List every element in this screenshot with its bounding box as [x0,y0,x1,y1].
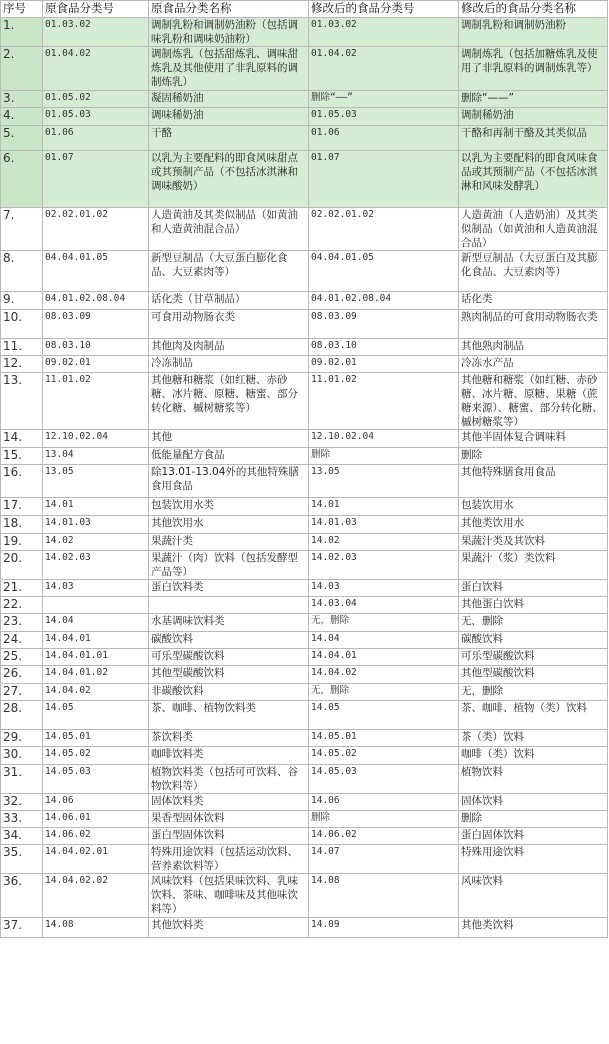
table-row [1,597,608,614]
row-old-name: 人造黄油及其类似制品（如黄油和人造黄油混合品） [149,208,309,251]
row-new-name: 茶（类）饮料 [459,730,608,747]
table-row [1,498,608,516]
row-old-code: 14.05 [43,701,149,730]
row-old-code: 14.01.03 [43,516,149,534]
row-new-code: 14.05.02 [309,747,459,765]
row-new-name: 无，删除 [459,614,608,632]
row-old-code: 01.05.02 [43,91,149,108]
row-new-name: 其他类饮料 [459,918,608,938]
row-seq: 17. [1,498,43,516]
table-row [1,649,608,666]
row-new-name: 调制炼乳（包括加糖炼乳及使用了非乳原料的调制炼乳等） [459,47,608,91]
row-new-name: 新型豆制品（大豆蛋白及其膨化食品、大豆素肉等） [459,251,608,292]
row-new-name: 果蔬汁（浆）类饮料 [459,551,608,580]
row-old-name: 碳酸饮料 [149,632,309,649]
table-row [1,632,608,649]
table-row [1,339,608,356]
row-old-code: 14.04.02.01 [43,845,149,874]
row-old-code: 14.02.03 [43,551,149,580]
row-old-code: 14.05.02 [43,747,149,765]
table-row [1,828,608,845]
row-old-name: 蛋白型固体饮料 [149,828,309,845]
row-seq: 29. [1,730,43,747]
row-seq: 7. [1,208,43,251]
row-old-name: 话化类（甘草制品） [149,292,309,310]
row-old-code: 11.01.02 [43,373,149,430]
row-old-name: 调味稀奶油 [149,108,309,126]
row-new-code: 14.05.01 [309,730,459,747]
row-seq: 28. [1,701,43,730]
table-row [1,47,608,91]
row-new-name: 调制稀奶油 [459,108,608,126]
row-old-name: 其他饮用水 [149,516,309,534]
row-old-name: 除13.01-13.04外的其他特殊膳食用食品 [149,465,309,498]
row-new-code: 14.06.02 [309,828,459,845]
table-row [1,208,608,251]
row-new-code: 14.03.04 [309,597,459,614]
header-new-name: 修改后的食品分类名称 [459,1,608,18]
row-new-code: 删除 [309,811,459,828]
row-old-code: 09.02.01 [43,356,149,373]
row-seq: 32. [1,794,43,811]
row-new-name: 冷冻水产品 [459,356,608,373]
row-new-name: 话化类 [459,292,608,310]
table-row [1,126,608,151]
row-old-code: 01.03.02 [43,18,149,47]
row-old-code: 08.03.09 [43,310,149,339]
row-new-name: 无，删除 [459,684,608,701]
row-old-name: 茶、咖啡、植物饮料类 [149,701,309,730]
row-seq: 34. [1,828,43,845]
row-new-code: 14.05 [309,701,459,730]
row-old-name: 果香型固体饮料 [149,811,309,828]
table-row [1,794,608,811]
row-new-code: 14.05.03 [309,765,459,794]
table-row [1,811,608,828]
table-row [1,18,608,47]
row-seq: 10. [1,310,43,339]
row-old-name: 新型豆制品（大豆蛋白膨化食品、大豆素肉等） [149,251,309,292]
row-new-code: 11.01.02 [309,373,459,430]
row-seq: 23. [1,614,43,632]
row-new-code: 无，删除 [309,614,459,632]
table-row [1,151,608,208]
row-new-code: 08.03.10 [309,339,459,356]
row-old-code: 04.04.01.05 [43,251,149,292]
row-old-name: 可食用动物肠衣类 [149,310,309,339]
row-old-name: 果蔬汁（肉）饮料（包括发酵型产品等） [149,551,309,580]
row-old-code: 14.04.01.01 [43,649,149,666]
row-seq: 2. [1,47,43,91]
row-new-name: 果蔬汁类及其饮料 [459,534,608,551]
table-row [1,448,608,465]
row-old-code: 14.06 [43,794,149,811]
table-row [1,108,608,126]
row-old-code: 14.08 [43,918,149,938]
row-new-code: 12.10.02.04 [309,430,459,448]
row-seq: 8. [1,251,43,292]
table-row [1,310,608,339]
table-body [1,18,608,938]
row-new-code: 01.03.02 [309,18,459,47]
row-new-name: 蛋白固体饮料 [459,828,608,845]
row-old-name: 干酪 [149,126,309,151]
row-old-name: 调制炼乳（包括甜炼乳、调味甜炼乳及其他使用了非乳原料的调制炼乳） [149,47,309,91]
row-old-name: 其他型碳酸饮料 [149,666,309,684]
header-old-name: 原食品分类名称 [149,1,309,18]
row-seq: 13. [1,373,43,430]
table-row [1,730,608,747]
row-old-code: 14.04.02.02 [43,874,149,918]
row-new-code: 14.02 [309,534,459,551]
row-old-name: 咖啡饮料类 [149,747,309,765]
table-row [1,356,608,373]
row-new-code: 09.02.01 [309,356,459,373]
row-seq: 3. [1,91,43,108]
table-row [1,614,608,632]
row-old-code: 01.05.03 [43,108,149,126]
row-new-code: 08.03.09 [309,310,459,339]
row-seq: 37. [1,918,43,938]
row-old-code: 02.02.01.02 [43,208,149,251]
row-old-code: 14.01 [43,498,149,516]
table-row [1,373,608,430]
row-seq: 1. [1,18,43,47]
row-seq: 6. [1,151,43,208]
row-new-code: 01.04.02 [309,47,459,91]
table-row [1,251,608,292]
row-old-name: 特殊用途饮料（包括运动饮料、营养素饮料等） [149,845,309,874]
row-new-code: 14.01 [309,498,459,516]
row-new-name: 植物饮料 [459,765,608,794]
table-row [1,516,608,534]
table-row [1,918,608,938]
row-seq: 24. [1,632,43,649]
row-new-code: 04.04.01.05 [309,251,459,292]
row-old-code: 13.04 [43,448,149,465]
row-seq: 30. [1,747,43,765]
row-new-name: 风味饮料 [459,874,608,918]
row-new-name: 删除 [459,448,608,465]
row-new-name: 熟肉制品的可食用动物肠衣类 [459,310,608,339]
row-new-code: 删除 [309,448,459,465]
row-old-code: 13.05 [43,465,149,498]
header-new-code: 修改后的食品分类号 [309,1,459,18]
row-new-name: 茶、咖啡、植物（类）饮料 [459,701,608,730]
row-old-code: 14.02 [43,534,149,551]
row-new-code: 14.02.03 [309,551,459,580]
table-row [1,292,608,310]
row-old-name: 水基调味饮料类 [149,614,309,632]
row-seq: 12. [1,356,43,373]
row-seq: 22. [1,597,43,614]
table-row [1,701,608,730]
row-new-name: 删除“——” [459,91,608,108]
row-seq: 36. [1,874,43,918]
row-new-name: 咖啡（类）饮料 [459,747,608,765]
table-row [1,91,608,108]
row-old-code: 14.06.02 [43,828,149,845]
row-old-name: 固体饮料类 [149,794,309,811]
row-seq: 15. [1,448,43,465]
row-seq: 9. [1,292,43,310]
table-row [1,666,608,684]
row-seq: 20. [1,551,43,580]
table-row [1,465,608,498]
row-old-code: 14.04 [43,614,149,632]
row-seq: 14. [1,430,43,448]
row-new-name: 其他糖和糖浆（如红糖、赤砂糖、冰片糖、原糖、果糖（蔗糖来源）、糖蜜、部分转化糖、槭树糖浆等） [459,373,608,430]
row-old-code: 14.03 [43,580,149,597]
row-new-code: 01.06 [309,126,459,151]
row-old-name: 其他饮料类 [149,918,309,938]
row-new-code: 14.06 [309,794,459,811]
row-new-code: 14.01.03 [309,516,459,534]
row-old-name [149,597,309,614]
table-row [1,874,608,918]
row-new-name: 以乳为主要配料的即食风味食品或其预制产品（不包括冰淇淋和风味发酵乳） [459,151,608,208]
row-new-code: 13.05 [309,465,459,498]
row-seq: 5. [1,126,43,151]
row-new-code: 14.08 [309,874,459,918]
row-old-name: 果蔬汁类 [149,534,309,551]
table-row [1,747,608,765]
row-old-name: 蛋白饮料类 [149,580,309,597]
row-new-name: 固体饮料 [459,794,608,811]
table-row [1,765,608,794]
row-new-name: 包装饮用水 [459,498,608,516]
row-new-name: 干酪和再制干酪及其类似品 [459,126,608,151]
row-old-name: 包装饮用水类 [149,498,309,516]
row-new-code: 14.09 [309,918,459,938]
row-old-name: 可乐型碳酸饮料 [149,649,309,666]
table-row [1,430,608,448]
row-old-name: 茶饮料类 [149,730,309,747]
row-seq: 11. [1,339,43,356]
table-row [1,580,608,597]
row-new-code: 14.04.02 [309,666,459,684]
row-new-name: 其他熟肉制品 [459,339,608,356]
row-new-code: 删除“——” [309,91,459,108]
header-seq: 序号 [1,1,43,18]
table-row [1,534,608,551]
row-seq: 19. [1,534,43,551]
row-old-code: 14.05.01 [43,730,149,747]
row-old-code: 08.03.10 [43,339,149,356]
header-old-code: 原食品分类号 [43,1,149,18]
row-old-name: 以乳为主要配料的即食风味甜点或其预制产品（不包括冰淇淋和调味酸奶） [149,151,309,208]
row-new-name: 删除 [459,811,608,828]
table-row [1,551,608,580]
row-seq: 26. [1,666,43,684]
row-new-name: 其他型碳酸饮料 [459,666,608,684]
row-seq: 21. [1,580,43,597]
row-old-name: 低能量配方食品 [149,448,309,465]
row-new-name: 其他蛋白饮料 [459,597,608,614]
row-new-code: 14.03 [309,580,459,597]
table-header-row [1,1,608,18]
row-old-code: 01.06 [43,126,149,151]
row-old-code: 14.04.01 [43,632,149,649]
row-old-name: 其他肉及肉制品 [149,339,309,356]
row-old-name: 其他 [149,430,309,448]
row-old-name: 风味饮料（包括果味饮料、乳味饮料、茶味、咖啡味及其他味饮料等） [149,874,309,918]
row-new-code: 04.01.02.08.04 [309,292,459,310]
row-old-name: 凝固稀奶油 [149,91,309,108]
row-new-code: 14.07 [309,845,459,874]
row-old-name: 非碳酸饮料 [149,684,309,701]
row-seq: 18. [1,516,43,534]
row-old-name: 植物饮料类（包括可可饮料、谷物饮料等） [149,765,309,794]
row-seq: 16. [1,465,43,498]
row-seq: 31. [1,765,43,794]
table-row [1,684,608,701]
row-old-code: 14.04.02 [43,684,149,701]
row-old-code: 14.06.01 [43,811,149,828]
row-new-code: 02.02.01.02 [309,208,459,251]
row-seq: 35. [1,845,43,874]
row-new-name: 可乐型碳酸饮料 [459,649,608,666]
row-seq: 4. [1,108,43,126]
row-new-name: 其他半固体复合调味料 [459,430,608,448]
row-new-name: 碳酸饮料 [459,632,608,649]
row-seq: 33. [1,811,43,828]
row-new-name: 人造黄油（人造奶油）及其类似制品（如黄油和人造黄油混合品） [459,208,608,251]
row-new-code: 14.04 [309,632,459,649]
row-new-name: 其他特殊膳食用食品 [459,465,608,498]
table-row [1,845,608,874]
row-old-name: 其他糖和糖浆（如红糖、赤砂糖、冰片糖、原糖、糖蜜、部分转化糖、槭树糖浆等） [149,373,309,430]
row-seq: 25. [1,649,43,666]
row-old-code: 12.10.02.04 [43,430,149,448]
row-new-name: 特殊用途饮料 [459,845,608,874]
row-seq: 27. [1,684,43,701]
row-new-name: 蛋白饮料 [459,580,608,597]
row-old-code [43,597,149,614]
row-old-name: 冷冻制品 [149,356,309,373]
row-old-code: 01.04.02 [43,47,149,91]
row-old-code: 14.04.01.02 [43,666,149,684]
row-old-name: 调制乳粉和调制奶油粉（包括调味乳粉和调味奶油粉） [149,18,309,47]
row-new-code: 无，删除 [309,684,459,701]
row-new-name: 其他类饮用水 [459,516,608,534]
row-new-code: 01.05.03 [309,108,459,126]
row-new-code: 01.07 [309,151,459,208]
row-new-code: 14.04.01 [309,649,459,666]
row-old-code: 01.07 [43,151,149,208]
row-old-code: 14.05.03 [43,765,149,794]
row-new-name: 调制乳粉和调制奶油粉 [459,18,608,47]
row-old-code: 04.01.02.08.04 [43,292,149,310]
